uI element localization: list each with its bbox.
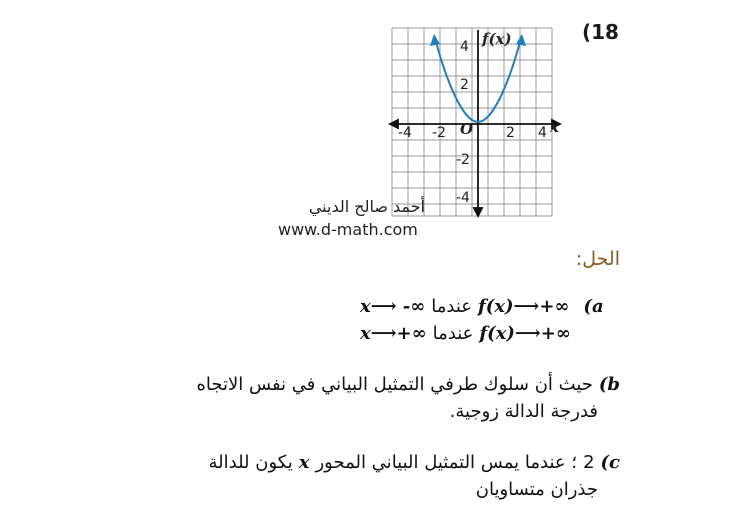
part-c-line-1	[209, 452, 621, 473]
y-tick: 4	[460, 39, 469, 55]
math-expression: f(x)⟶+∞	[479, 323, 571, 344]
part-b-line-1	[196, 374, 620, 395]
text-when: عندما	[431, 296, 473, 317]
math-expression: f(x)⟶+∞	[478, 296, 570, 317]
part-c-text-b: يكون للدالة	[208, 452, 293, 473]
part-a-marker: (a	[583, 296, 604, 317]
x-variable: x	[298, 452, 310, 473]
part-b-line-2: فدرجة الدالة زوجية.	[449, 401, 598, 422]
part-c-value: 2	[583, 452, 595, 473]
x-tick: -4	[398, 125, 412, 141]
x-tick: -2	[432, 125, 446, 141]
y-tick: -2	[456, 152, 470, 168]
text-when: عندما	[432, 323, 474, 344]
function-graph	[360, 24, 574, 218]
y-tick: -4	[456, 190, 470, 206]
solution-label: الحل:	[575, 248, 620, 270]
y-tick: 2	[460, 77, 469, 93]
x-axis-label: x	[550, 118, 559, 136]
math-expression: x⟶ -∞	[360, 296, 426, 317]
part-c-marker: (c	[600, 452, 620, 473]
y-axis-label: f(x)	[482, 30, 512, 48]
part-b-text: حيث أن سلوك طرفي التمثيل البياني في نفس الاتجاه	[196, 374, 593, 395]
watermark-url: www.d-math.com	[278, 220, 418, 239]
math-expression: x⟶+∞	[360, 323, 427, 344]
part-a-line-2	[360, 323, 571, 344]
watermark-name: أحمد صالح الديني	[308, 197, 425, 216]
part-a-line-1	[360, 296, 604, 317]
part-c-text-a: ؛ عندما يمس التمثيل البياني المحور	[315, 452, 578, 473]
part-c-line-2: جذران متساويان	[475, 479, 598, 500]
part-b-marker: (b	[598, 374, 620, 395]
problem-number: (18	[582, 20, 619, 44]
x-tick: 2	[506, 125, 515, 141]
x-tick: 4	[538, 125, 547, 141]
origin-label: O	[460, 120, 474, 138]
